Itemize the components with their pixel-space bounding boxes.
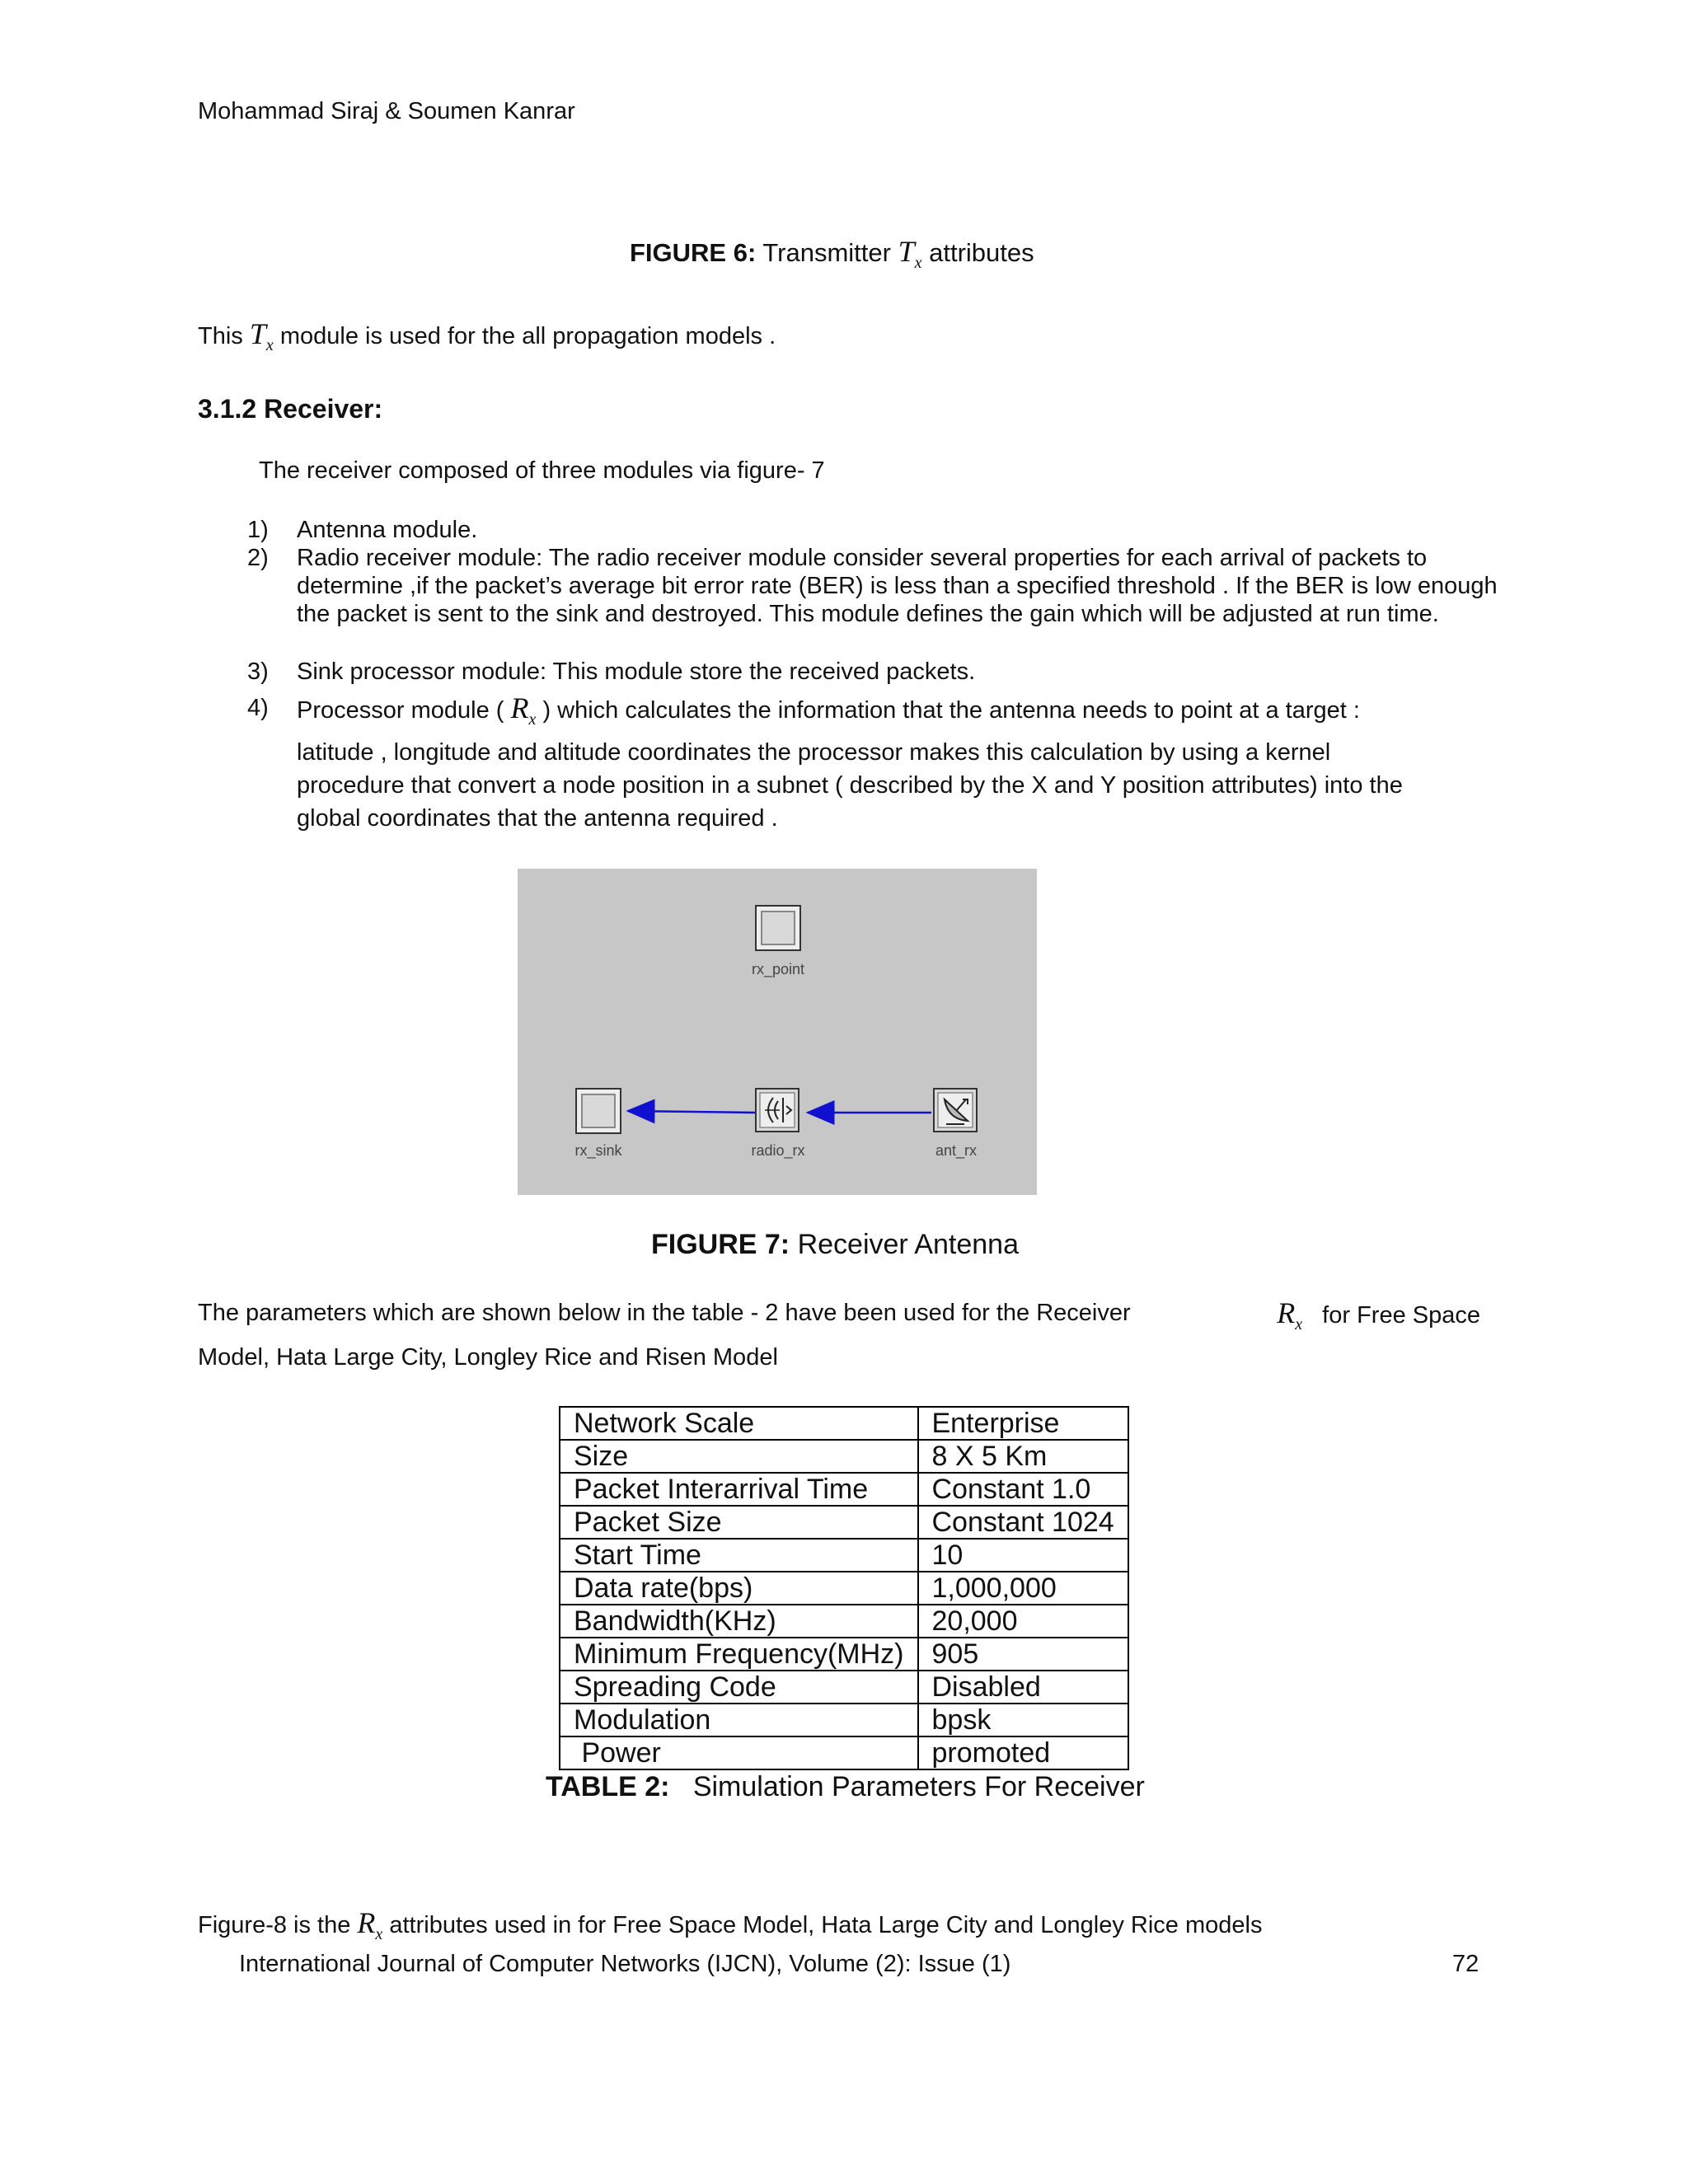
footer-journal: International Journal of Computer Networks (IJCN), Volume (2): Issue (1) <box>239 1951 1011 1977</box>
figure-8-sentence: Figure-8 is the $R_x$ attributes used in for Free Space Model, Hata Large City and Longley Rice models <box>198 1906 1263 1944</box>
simulation-parameters-table <box>559 1406 1129 1770</box>
figure-7-caption: FIGURE 7: Receiver Antenna <box>651 1229 1019 1260</box>
table-row: Data rate(bps) 1,000,000 <box>560 1572 1128 1605</box>
node-rx-point[interactable] <box>755 905 801 951</box>
table-row: Packet Size Constant 1024 <box>560 1506 1128 1539</box>
processor-icon <box>575 1088 621 1134</box>
table-row: Spreading Code Disabled <box>560 1671 1128 1704</box>
table-row: Start Time 10 <box>560 1539 1128 1572</box>
page-number: 72 <box>1452 1951 1479 1977</box>
node-radio-rx[interactable] <box>755 1088 801 1134</box>
list-item: 4) Processor module ( $R_x$ ) which calculates the information that the antenna needs to point at a target : latitude , longitude and altitude coordinates the processor makes this calculation by using a kernel procedure that convert a node position in a subnet ( described by the X and Y position attributes) into the global coordinates that the antenna required . <box>247 691 1403 832</box>
rx-symbol-params: $R_x$ <box>1277 1296 1303 1334</box>
figure-6-caption <box>630 237 1034 278</box>
figure-6-text-after: attributes <box>929 238 1034 267</box>
tx-symbol: $T_x$ <box>898 235 922 273</box>
node-rx-sink[interactable] <box>575 1088 621 1134</box>
rx-symbol-fig8: $R_x$ <box>357 1906 383 1944</box>
node-label-radio-rx: radio_rx <box>751 1142 805 1159</box>
table-row: Minimum Frequency(MHz) 905 <box>560 1638 1128 1671</box>
processor-icon <box>755 905 801 951</box>
section-heading: 3.1.2 Receiver: <box>198 394 383 424</box>
rx-symbol: $R_x$ <box>510 691 537 729</box>
radio-receiver-icon <box>755 1088 801 1134</box>
table-row: Network Scale Enterprise <box>560 1407 1128 1440</box>
params-intro-line1: The parameters which are shown below in the table - 2 have been used for the Receiver $R_x$ for Free Space <box>198 1296 1480 1334</box>
running-header: Mohammad Siraj & Soumen Kanrar <box>198 98 575 124</box>
node-ant-rx[interactable] <box>933 1088 979 1134</box>
node-label-ant-rx: ant_rx <box>935 1142 978 1159</box>
node-label-rx-point: rx_point <box>751 961 805 977</box>
antenna-icon <box>933 1088 979 1134</box>
table-2-caption: TABLE 2: Simulation Parameters For Receiver <box>546 1771 1145 1802</box>
link-radio-to-sink <box>628 1111 755 1113</box>
table-row: Packet Interarrival Time Constant 1.0 <box>560 1473 1128 1506</box>
params-intro-line2: Model, Hata Large City, Longley Rice and Risen Model <box>198 1344 778 1371</box>
table-row: Power promoted <box>560 1736 1128 1769</box>
tx-sentence: This $T_x$ module is used for the all propagation models . <box>198 317 776 355</box>
table-row: Size 8 X 5 Km <box>560 1440 1128 1473</box>
receiver-intro: The receiver composed of three modules via figure- 7 <box>259 457 825 484</box>
table-row: Modulation bpsk <box>560 1704 1128 1736</box>
node-label-rx-sink: rx_sink <box>574 1142 622 1159</box>
receiver-node-diagram <box>518 869 1037 1195</box>
tx-symbol-inline: $T_x$ <box>249 317 274 355</box>
figure-6-text: Transmitter <box>762 238 891 267</box>
figure-6-label: FIGURE 6: <box>630 238 757 267</box>
table-row: Bandwidth(KHz) 20,000 <box>560 1605 1128 1638</box>
